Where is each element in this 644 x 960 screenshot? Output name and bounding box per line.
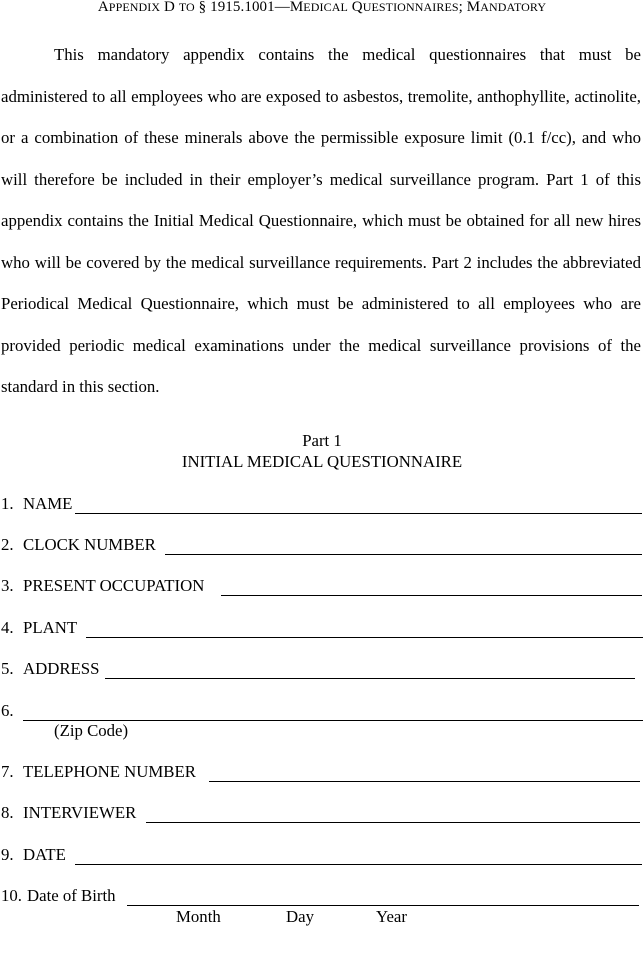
field-plant — [0, 618, 644, 640]
field-number: 1. — [1, 494, 14, 513]
field-number: 3. — [1, 576, 14, 595]
field-date-of-birth — [0, 886, 644, 908]
field-label: CLOCK NUMBER — [23, 535, 156, 554]
field-number: 7. — [1, 762, 14, 781]
appendix-title: APPENDIX D TO § 1915.1001—MEDICAL QUESTIONNAIRES; MANDATORY — [97, 0, 547, 15]
field-name — [0, 494, 644, 516]
field-number: 4. — [1, 618, 14, 637]
field-number: 10. — [1, 886, 22, 905]
field-label: ADDRESS — [23, 659, 100, 678]
part-title: INITIAL MEDICAL QUESTIONNAIRE — [181, 452, 463, 471]
field-telephone-number — [0, 762, 644, 784]
field-address — [0, 659, 644, 681]
zip-code-caption: (Zip Code) — [54, 721, 129, 740]
telephone-input-line[interactable] — [209, 781, 640, 782]
address-input-line[interactable] — [105, 678, 635, 679]
occupation-input-line[interactable] — [221, 595, 642, 596]
field-label: TELEPHONE NUMBER — [23, 762, 196, 781]
field-number: 5. — [1, 659, 14, 678]
field-present-occupation — [0, 576, 644, 598]
field-number: 8. — [1, 803, 14, 822]
part-label: Part 1 — [302, 431, 342, 450]
field-label: DATE — [23, 845, 66, 864]
field-number: 6. — [1, 701, 14, 720]
intro-paragraph: This mandatory appendix contains the medical questionnaires that must be administered to all employees who are exposed to asbestos, tremolite, anthophyllite, actinolite, or a combination of these minerals above the permissible exposure limit (0.1 f/cc), and who will therefore be included in their employer’s medical surveillance program. Part 1 of this appendix contains the Initial Medical Questionnaire, which must be obtained for all new hires who will be covered by the medical surveillance requirements. Part 2 includes the abbreviated Periodical Medical Questionnaire, which must be administered to all employees who are provided periodic medical examinations under the medical surveillance provisions of the standard in this section. — [1, 45, 641, 396]
clock-number-input-line[interactable] — [165, 554, 642, 555]
interviewer-input-line[interactable] — [146, 822, 640, 823]
field-label: PLANT — [23, 618, 78, 637]
dob-day-caption: Day — [286, 907, 314, 926]
field-number: 9. — [1, 845, 14, 864]
dob-year-caption: Year — [376, 907, 407, 926]
field-label: INTERVIEWER — [23, 803, 137, 822]
dob-month-caption: Month — [176, 907, 221, 926]
date-input-line[interactable] — [75, 864, 642, 865]
plant-input-line[interactable] — [86, 637, 643, 638]
field-interviewer — [0, 803, 644, 825]
field-address-line-2 — [0, 701, 644, 723]
name-input-line[interactable] — [75, 513, 642, 514]
field-clock-number — [0, 535, 644, 557]
field-date — [0, 845, 644, 867]
date-of-birth-input-line[interactable] — [127, 905, 639, 906]
field-number: 2. — [1, 535, 14, 554]
field-label: PRESENT OCCUPATION — [23, 576, 205, 595]
field-label: NAME — [23, 494, 73, 513]
field-label: Date of Birth — [27, 886, 116, 905]
